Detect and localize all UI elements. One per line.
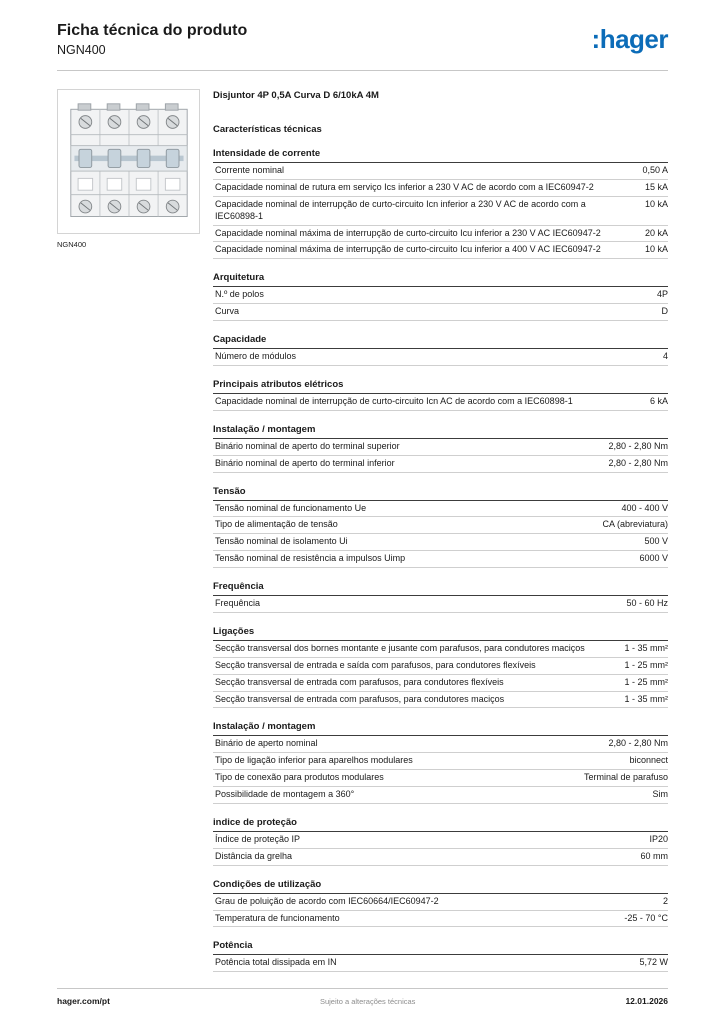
- spec-section: [213, 148, 668, 259]
- spec-row-value: 1 - 35 mm²: [624, 642, 668, 653]
- spec-row-label: N.º de polos: [215, 289, 264, 300]
- spec-row-label: Possibilidade de montagem a 360°: [215, 789, 355, 799]
- footer-row: [57, 996, 668, 1006]
- spec-row-label: Grau de poluição de acordo com IEC60664/IEC60947-2: [215, 895, 439, 906]
- spec-row-value: D: [661, 306, 668, 317]
- spec-section: [213, 817, 668, 866]
- spec-row: [213, 675, 668, 692]
- spec-row-value: 10 kA: [644, 198, 668, 209]
- spec-section: [213, 581, 668, 613]
- section-title: Condições de utilização: [213, 879, 668, 894]
- spec-column: [213, 89, 668, 972]
- spec-section: [213, 721, 668, 804]
- spec-row: [213, 736, 668, 753]
- spec-row: [213, 287, 668, 304]
- spec-row-value: 50 - 60 Hz: [626, 598, 668, 608]
- spec-row-label: Capacidade nominal de rutura em serviço Ics inferior a 230 V AC de acordo com a IEC60947-2: [215, 181, 594, 192]
- spec-row-label: Tensão nominal de funcionamento Ue: [215, 502, 367, 513]
- spec-row-value: 60 mm: [640, 850, 668, 861]
- spec-row-label: Frequência: [215, 598, 261, 608]
- spec-row: [213, 832, 668, 849]
- hager-logo: :hager: [591, 24, 668, 54]
- spec-section: [213, 379, 668, 411]
- section-title: Principais atributos elétricos: [213, 379, 668, 394]
- section-rows: [213, 955, 668, 972]
- footer-website: hager.com/pt: [57, 996, 110, 1006]
- spec-row-label: Capacidade nominal de interrupção de curto-circuito Icn inferior a 230 V AC de acordo com a IEC60898-1: [215, 198, 586, 221]
- spec-row-value: 6000 V: [639, 553, 668, 564]
- spec-row: [213, 226, 668, 243]
- product-code: NGN400: [57, 43, 106, 57]
- spec-row-label: Secção transversal dos bornes montante e jusante com parafusos, para condutores maciços: [215, 642, 585, 653]
- spec-sections: [213, 148, 668, 972]
- spec-row-value: 5,72 W: [639, 957, 668, 968]
- spec-row-value: IP20: [649, 833, 668, 844]
- section-rows: [213, 501, 668, 569]
- spec-row-label: Curva: [215, 306, 240, 317]
- spec-row: [213, 439, 668, 456]
- section-rows: [213, 163, 668, 259]
- spec-row: [213, 517, 668, 534]
- section-title: Frequência: [213, 581, 668, 596]
- spec-row-value: 20 kA: [644, 227, 668, 238]
- product-image: [57, 89, 200, 234]
- spec-row-label: Tipo de conexão para produtos modulares: [215, 772, 384, 783]
- spec-row-label: Distância da grelha: [215, 850, 293, 861]
- spec-row-value: 500 V: [644, 536, 668, 547]
- spec-row-value: Sim: [652, 789, 668, 799]
- spec-row-label: Binário nominal de aperto do terminal superior: [215, 440, 400, 451]
- header-divider: [57, 70, 668, 71]
- spec-row-label: Tensão nominal de isolamento Ui: [215, 536, 348, 547]
- spec-row: [213, 692, 668, 709]
- page-header: [57, 22, 668, 57]
- section-rows: [213, 894, 668, 928]
- spec-row-value: 10 kA: [644, 244, 668, 255]
- section-rows: [213, 596, 668, 613]
- spec-row-label: Tipo de alimentação de tensão: [215, 519, 338, 530]
- page-footer: [57, 988, 668, 1006]
- spec-row-label: Secção transversal de entrada com parafusos, para condutores maciços: [215, 693, 505, 704]
- spec-row-label: Secção transversal de entrada e saída com parafusos, para condutores flexíveis: [215, 659, 536, 670]
- spec-section: [213, 940, 668, 972]
- section-rows: [213, 439, 668, 473]
- spec-row-label: Número de módulos: [215, 351, 297, 361]
- spec-row-label: Capacidade nominal de interrupção de curto-circuito Icn AC de acordo com a IEC60898-1: [215, 395, 573, 406]
- spec-row-label: Binário de aperto nominal: [215, 738, 318, 749]
- section-rows: [213, 641, 668, 709]
- spec-row-value: 0,50 A: [642, 165, 668, 175]
- spec-row: [213, 787, 668, 804]
- spec-section: [213, 424, 668, 473]
- section-title: Arquitetura: [213, 272, 668, 287]
- spec-row: [213, 770, 668, 787]
- section-title: indice de proteção: [213, 817, 668, 832]
- spec-section: [213, 879, 668, 928]
- spec-row-label: Temperatura de funcionamento: [215, 912, 340, 923]
- section-rows: [213, 349, 668, 366]
- spec-row-value: 15 kA: [644, 181, 668, 192]
- footer-date: 12.01.2026: [625, 996, 668, 1006]
- section-title: Capacidade: [213, 334, 668, 349]
- section-rows: [213, 736, 668, 804]
- spec-row-value: 1 - 25 mm²: [624, 676, 668, 687]
- footer-note: Sujeito a alterações técnicas: [319, 997, 416, 1006]
- spec-row: [213, 849, 668, 866]
- footer-divider: [57, 988, 668, 989]
- circuit-breaker-illustration: [69, 100, 189, 224]
- spec-row-value: 2,80 - 2,80 Nm: [608, 738, 668, 749]
- spec-row: [213, 242, 668, 259]
- content-area: [57, 89, 668, 972]
- spec-row: [213, 534, 668, 551]
- spec-row: [213, 501, 668, 518]
- spec-row-value: Terminal de parafuso: [583, 772, 668, 783]
- spec-row-label: Capacidade nominal máxima de interrupção de curto-circuito Icu inferior a 230 V AC IEC60947-2: [215, 227, 601, 238]
- spec-row: [213, 955, 668, 972]
- section-rows: [213, 394, 668, 411]
- spec-row: [213, 394, 668, 411]
- characteristics-title: Características técnicas: [213, 124, 322, 135]
- spec-row-value: biconnect: [629, 755, 668, 766]
- spec-section: [213, 334, 668, 366]
- spec-row-value: 4: [662, 351, 668, 361]
- spec-row: [213, 596, 668, 613]
- spec-row-label: Índice de proteção IP: [215, 833, 301, 844]
- product-image-caption: NGN400: [57, 240, 87, 249]
- section-title: Instalação / montagem: [213, 721, 668, 736]
- section-title: Intensidade de corrente: [213, 148, 668, 163]
- spec-row-value: 6 kA: [649, 395, 668, 406]
- spec-row: [213, 456, 668, 473]
- spec-row-value: 2,80 - 2,80 Nm: [608, 457, 668, 468]
- spec-row: [213, 894, 668, 911]
- spec-row-value: 400 - 400 V: [621, 502, 668, 513]
- header-titles: [57, 22, 247, 57]
- spec-row: [213, 911, 668, 928]
- spec-row: [213, 163, 668, 180]
- spec-row-value: 4P: [656, 289, 668, 300]
- spec-row-value: 2,80 - 2,80 Nm: [608, 440, 668, 451]
- spec-row: [213, 641, 668, 658]
- spec-section: [213, 272, 668, 321]
- spec-section: [213, 626, 668, 709]
- spec-row: [213, 197, 668, 226]
- spec-row-label: Tipo de ligação inferior para aparelhos modulares: [215, 755, 413, 766]
- spec-row-label: Secção transversal de entrada com parafusos, para condutores flexíveis: [215, 676, 504, 687]
- spec-section: [213, 486, 668, 569]
- spec-row-label: Binário nominal de aperto do terminal inferior: [215, 457, 395, 468]
- spec-row: [213, 753, 668, 770]
- spec-row: [213, 658, 668, 675]
- spec-row-value: CA (abreviatura): [602, 519, 668, 530]
- spec-row-label: Capacidade nominal máxima de interrupção de curto-circuito Icu inferior a 400 V AC IEC60947-2: [215, 244, 601, 255]
- spec-row-label: Potência total dissipada em IN: [215, 957, 337, 968]
- section-rows: [213, 287, 668, 321]
- section-rows: [213, 832, 668, 866]
- product-image-column: [57, 89, 200, 972]
- spec-row: [213, 551, 668, 568]
- spec-row-label: Corrente nominal: [215, 165, 285, 175]
- spec-row: [213, 180, 668, 197]
- spec-row-label: Tensão nominal de resistência a impulsos Uimp: [215, 553, 406, 564]
- section-title: Ligações: [213, 626, 668, 641]
- section-title: Instalação / montagem: [213, 424, 668, 439]
- spec-row-value: -25 - 70 °C: [624, 912, 668, 923]
- product-name: Disjuntor 4P 0,5A Curva D 6/10kA 4M: [213, 90, 379, 101]
- spec-row-value: 1 - 25 mm²: [624, 659, 668, 670]
- spec-row-value: 1 - 35 mm²: [624, 693, 668, 704]
- section-title: Tensão: [213, 486, 668, 501]
- section-title: Potência: [213, 940, 668, 955]
- spec-row: [213, 304, 668, 321]
- spec-row-value: 2: [662, 895, 668, 906]
- page-title: Ficha técnica do produto: [57, 22, 248, 39]
- spec-row: [213, 349, 668, 366]
